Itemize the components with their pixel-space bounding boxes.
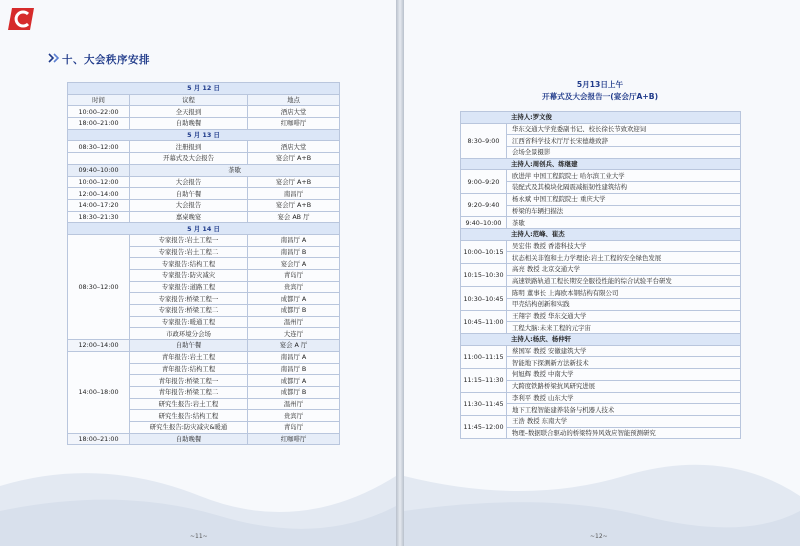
table-row bbox=[461, 263, 741, 275]
item-cell: 华东交通大学党委副书记、校长徐长节致欢迎词 bbox=[507, 123, 741, 135]
agenda-cell: 专家报告:道路工程 bbox=[130, 281, 248, 293]
place-cell: 宴会厅 A+B bbox=[248, 176, 340, 188]
time-cell: 10:00–12:00 bbox=[68, 176, 130, 188]
table-row bbox=[68, 340, 340, 352]
table-row bbox=[68, 118, 340, 130]
item-cell: 吴宏伟 教授 香港科技大学 bbox=[507, 240, 741, 252]
item-cell: 甲壳结构创新和实践 bbox=[507, 299, 741, 311]
place-cell: 贵宾厅 bbox=[248, 410, 340, 422]
place-cell: 青岛厅 bbox=[248, 421, 340, 433]
logo-icon bbox=[8, 6, 38, 32]
time-cell: 10:45–11:00 bbox=[461, 310, 507, 333]
item-cell: 会场全景摄影 bbox=[507, 147, 741, 159]
table-row bbox=[461, 193, 741, 205]
col-header: 地点 bbox=[248, 94, 340, 106]
agenda-cell: 注册报到 bbox=[130, 141, 248, 153]
time-cell: 12:00–14:00 bbox=[68, 340, 130, 352]
table-row bbox=[461, 170, 741, 182]
day-header: 5 月 12 日 bbox=[68, 83, 340, 95]
item-cell: 蔡国军 教授 安徽建筑大学 bbox=[507, 345, 741, 357]
time-cell: 11:15–11:30 bbox=[461, 369, 507, 392]
place-cell: 南昌厅 A bbox=[248, 234, 340, 246]
place-cell: 青岛厅 bbox=[248, 270, 340, 282]
time-cell: 11:00–11:15 bbox=[461, 345, 507, 368]
page-number: ~12~ bbox=[590, 533, 608, 540]
item-cell: 大跨度铁路桥梁抗风研究进展 bbox=[507, 380, 741, 392]
time-cell: 08:30–12:00 bbox=[68, 234, 130, 339]
item-cell: 高速铁路轨道工程长期安全服役性能的综合试验平台研发 bbox=[507, 275, 741, 287]
agenda-cell: 专家报告:防灾减灾 bbox=[130, 270, 248, 282]
time-cell: 14:00–18:00 bbox=[68, 351, 130, 433]
table-row bbox=[68, 153, 340, 165]
agenda-cell: 研究生报告:结构工程 bbox=[130, 410, 248, 422]
table-row bbox=[68, 211, 340, 223]
item-cell: 状态相关非饱和土力学理论:岩土工程的安全绿色发展 bbox=[507, 252, 741, 264]
table-row bbox=[461, 217, 741, 229]
item-cell: 王翔宇 教授 华东交通大学 bbox=[507, 310, 741, 322]
agenda-cell: 研究生报告:岩土工程 bbox=[130, 398, 248, 410]
table-row bbox=[461, 415, 741, 427]
table-row bbox=[68, 106, 340, 118]
time-cell: 08:30–12:00 bbox=[68, 141, 130, 153]
place-cell: 成都厅 A bbox=[248, 293, 340, 305]
agenda-cell: 青年报告:桥梁工程二 bbox=[130, 386, 248, 398]
agenda-cell: 茶歇 bbox=[130, 164, 340, 176]
place-cell: 宴会厅 A+B bbox=[248, 199, 340, 211]
col-header: 议程 bbox=[130, 94, 248, 106]
time-cell: 9:40–10:00 bbox=[461, 217, 507, 229]
day-header: 5 月 13 日 bbox=[68, 129, 340, 141]
time-cell: 10:00–10:15 bbox=[461, 240, 507, 263]
table-row bbox=[68, 234, 340, 246]
time-cell: 18:00–21:00 bbox=[68, 118, 130, 130]
item-cell: 工程大脑:未来工程的元宇宙 bbox=[507, 322, 741, 334]
table-row bbox=[461, 310, 741, 322]
left-page bbox=[0, 0, 396, 546]
place-cell: 宴会 AB 厅 bbox=[248, 211, 340, 223]
agenda-cell: 自助午餐 bbox=[130, 188, 248, 200]
item-cell: 装配式及其模块化隔震减振韧性建筑结构 bbox=[507, 182, 741, 194]
schedule-table bbox=[67, 82, 340, 445]
place-cell: 宴会 A 厅 bbox=[248, 340, 340, 352]
time-cell: 10:30–10:45 bbox=[461, 287, 507, 310]
agenda-cell: 嘉桌晚宴 bbox=[130, 211, 248, 223]
table-row bbox=[68, 199, 340, 211]
table-row bbox=[461, 369, 741, 381]
place-cell: 南昌厅 bbox=[248, 188, 340, 200]
agenda-cell: 专家报告:暖通工程 bbox=[130, 316, 248, 328]
time-cell: 12:00–14:00 bbox=[68, 188, 130, 200]
time-cell bbox=[68, 153, 130, 165]
time-cell: 8:30–9:00 bbox=[461, 123, 507, 158]
table-row bbox=[461, 392, 741, 404]
table-row bbox=[461, 287, 741, 299]
host-header: 主持人:罗文俊 bbox=[461, 112, 741, 124]
host-header: 主持人:周创兵、练继建 bbox=[461, 158, 741, 170]
table-row bbox=[68, 176, 340, 188]
table-row bbox=[68, 164, 340, 176]
place-cell: 贵宾厅 bbox=[248, 281, 340, 293]
agenda-cell: 专家报告:岩土工程一 bbox=[130, 234, 248, 246]
table-row bbox=[461, 345, 741, 357]
page-number: ~11~ bbox=[190, 533, 208, 540]
agenda-cell: 青年报告:岩土工程 bbox=[130, 351, 248, 363]
agenda-cell: 专家报告:桥梁工程一 bbox=[130, 293, 248, 305]
time-cell: 10:15–10:30 bbox=[461, 263, 507, 286]
agenda-cell: 开幕式及大会报告 bbox=[130, 153, 248, 165]
table-row bbox=[68, 188, 340, 200]
agenda-cell: 自助午餐 bbox=[130, 340, 248, 352]
agenda-cell: 青年报告:桥梁工程一 bbox=[130, 375, 248, 387]
item-cell: 李利平 教授 山东大学 bbox=[507, 392, 741, 404]
section-title: 十、大会秩序安排 bbox=[62, 54, 150, 66]
time-cell: 11:30–11:45 bbox=[461, 392, 507, 415]
chevrons-icon bbox=[48, 53, 60, 63]
agenda-cell: 自助晚餐 bbox=[130, 433, 248, 445]
item-cell: 杨永斌 中国工程院院士 重庆大学 bbox=[507, 193, 741, 205]
place-cell: 南昌厅 A bbox=[248, 351, 340, 363]
schedule-subtitle: 开幕式及大会报告一(宴会厅A+B) bbox=[541, 92, 659, 101]
agenda-cell: 专家报告:桥梁工程二 bbox=[130, 305, 248, 317]
time-cell: 14:00–17:20 bbox=[68, 199, 130, 211]
place-cell: 成都厅 B bbox=[248, 305, 340, 317]
item-cell: 茶歇 bbox=[507, 217, 741, 229]
item-cell: 江西省科学技术厅厅长宋德雄致辞 bbox=[507, 135, 741, 147]
day-header: 5 月 14 日 bbox=[68, 223, 340, 235]
table-row bbox=[68, 141, 340, 153]
place-cell: 宴会厅 A+B bbox=[248, 153, 340, 165]
time-cell: 9:20–9:40 bbox=[461, 193, 507, 216]
agenda-cell: 青年报告:结构工程 bbox=[130, 363, 248, 375]
place-cell: 大连厅 bbox=[248, 328, 340, 340]
time-cell: 18:30–21:30 bbox=[68, 211, 130, 223]
agenda-cell: 大会报告 bbox=[130, 199, 248, 211]
item-cell: 地下工程智能建养装备与机器人技术 bbox=[507, 404, 741, 416]
table-row bbox=[461, 240, 741, 252]
agenda-cell: 自助晚餐 bbox=[130, 118, 248, 130]
item-cell: 陈明 董事长 上海欧本钢结构有限公司 bbox=[507, 287, 741, 299]
place-cell: 南昌厅 B bbox=[248, 246, 340, 258]
time-cell: 09:40–10:00 bbox=[68, 164, 130, 176]
agenda-cell: 专家报告:结构工程 bbox=[130, 258, 248, 270]
agenda-cell: 全天报到 bbox=[130, 106, 248, 118]
place-cell: 成都厅 A bbox=[248, 375, 340, 387]
item-cell: 何旭辉 教授 中南大学 bbox=[507, 369, 741, 381]
item-cell: 欧进萍 中国工程院院士 哈尔滨工业大学 bbox=[507, 170, 741, 182]
item-cell: 智能地下探测新方法新技术 bbox=[507, 357, 741, 369]
place-cell: 红咖啡厅 bbox=[248, 118, 340, 130]
spine bbox=[396, 0, 404, 546]
item-cell: 桥梁的车辆扫描法 bbox=[507, 205, 741, 217]
agenda-cell: 专家报告:岩土工程二 bbox=[130, 246, 248, 258]
schedule-title: 5月13日上午 bbox=[576, 80, 624, 89]
opening-report-table bbox=[460, 111, 741, 439]
item-cell: 王浩 教授 东南大学 bbox=[507, 415, 741, 427]
time-cell: 9:00–9:20 bbox=[461, 170, 507, 193]
host-header: 主持人:范峰、崔杰 bbox=[461, 228, 741, 240]
place-cell: 酒店大堂 bbox=[248, 106, 340, 118]
host-header: 主持人:杨庆、杨仲轩 bbox=[461, 334, 741, 346]
place-cell: 成都厅 B bbox=[248, 386, 340, 398]
place-cell: 酒店大堂 bbox=[248, 141, 340, 153]
agenda-cell: 研究生报告:防灾减灾&暖通 bbox=[130, 421, 248, 433]
agenda-cell: 大会报告 bbox=[130, 176, 248, 188]
agenda-cell: 市政环境分会场 bbox=[130, 328, 248, 340]
time-cell: 11:45–12:00 bbox=[461, 415, 507, 438]
item-cell: 高亮 教授 北京交通大学 bbox=[507, 263, 741, 275]
item-cell: 物理–数据联合驱动的桥梁特异风效应智能预测研究 bbox=[507, 427, 741, 439]
place-cell: 红咖啡厅 bbox=[248, 433, 340, 445]
col-header: 时间 bbox=[68, 94, 130, 106]
table-row bbox=[68, 351, 340, 363]
place-cell: 温州厅 bbox=[248, 398, 340, 410]
time-cell: 10:00–22:00 bbox=[68, 106, 130, 118]
table-row bbox=[68, 433, 340, 445]
time-cell: 18:00–21:00 bbox=[68, 433, 130, 445]
place-cell: 温州厅 bbox=[248, 316, 340, 328]
place-cell: 南昌厅 B bbox=[248, 363, 340, 375]
table-row bbox=[461, 123, 741, 135]
place-cell: 宴会厅 A bbox=[248, 258, 340, 270]
